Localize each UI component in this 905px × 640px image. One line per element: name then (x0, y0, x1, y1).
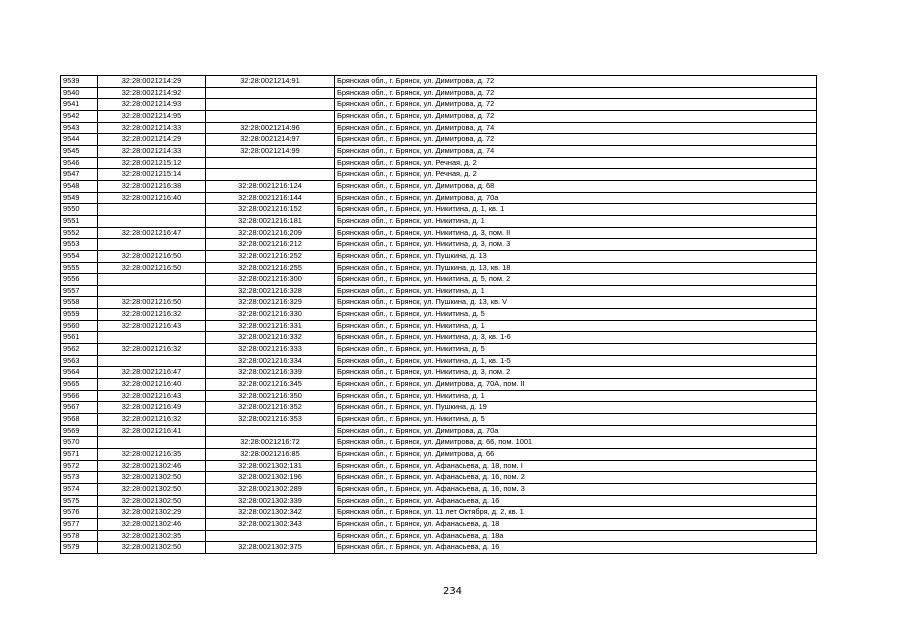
address-cell: Брянская обл., г. Брянск, ул. Никитина, д. 5 (335, 414, 817, 426)
object-cadastral-cell: 32:28:0021216:331 (206, 320, 335, 332)
address-cell: Брянская обл., г. Брянск, ул. Никитина, д. 3, пом. 3 (335, 239, 817, 251)
table-row (61, 76, 817, 88)
address-cell: Брянская обл., г. Брянск, ул. Пушкина, д. 19 (335, 402, 817, 414)
table-row (61, 157, 817, 169)
table-row (61, 134, 817, 146)
table-body (61, 76, 817, 554)
parcel-cadastral-cell: 32:28:0021214:93 (98, 99, 206, 111)
table-row (61, 402, 817, 414)
address-cell: Брянская обл., г. Брянск, ул. Никитина, д. 5 (335, 344, 817, 356)
object-cadastral-cell: 32:28:0021214:91 (206, 76, 335, 88)
object-cadastral-cell: 32:28:0021302:343 (206, 518, 335, 530)
table-row (61, 472, 817, 484)
object-cadastral-cell: 32:28:0021302:375 (206, 542, 335, 554)
parcel-cadastral-cell (98, 204, 206, 216)
table-row (61, 87, 817, 99)
object-cadastral-cell: 32:28:0021302:131 (206, 460, 335, 472)
parcel-cadastral-cell: 32:28:0021214:29 (98, 134, 206, 146)
row-number-cell: 9557 (61, 285, 98, 297)
parcel-cadastral-cell (98, 355, 206, 367)
address-cell: Брянская обл., г. Брянск, ул. Пушкина, д. 13, кв. 18 (335, 262, 817, 274)
address-cell: Брянская обл., г. Брянск, ул. Речная, д. 2 (335, 157, 817, 169)
table-row (61, 169, 817, 181)
address-cell: Брянская обл., г. Брянск, ул. 11 лет Октября, д. 2, кв. 1 (335, 507, 817, 519)
row-number-cell: 9543 (61, 122, 98, 134)
parcel-cadastral-cell: 32:28:0021216:43 (98, 320, 206, 332)
object-cadastral-cell: 32:28:0021216:209 (206, 227, 335, 239)
address-cell: Брянская обл., г. Брянск, ул. Никитина, д. 1 (335, 320, 817, 332)
row-number-cell: 9545 (61, 145, 98, 157)
row-number-cell: 9575 (61, 495, 98, 507)
object-cadastral-cell: 32:28:0021216:72 (206, 437, 335, 449)
table-row (61, 285, 817, 297)
parcel-cadastral-cell: 32:28:0021302:50 (98, 483, 206, 495)
parcel-cadastral-cell: 32:28:0021214:33 (98, 145, 206, 157)
object-cadastral-cell (206, 169, 335, 181)
parcel-cadastral-cell: 32:28:0021216:47 (98, 227, 206, 239)
address-cell: Брянская обл., г. Брянск, ул. Димитрова, д. 74 (335, 122, 817, 134)
table-row (61, 309, 817, 321)
row-number-cell: 9554 (61, 250, 98, 262)
row-number-cell: 9564 (61, 367, 98, 379)
address-cell: Брянская обл., г. Брянск, ул. Димитрова, д. 72 (335, 76, 817, 88)
row-number-cell: 9561 (61, 332, 98, 344)
table-row (61, 507, 817, 519)
parcel-cadastral-cell (98, 239, 206, 251)
object-cadastral-cell: 32:28:0021216:334 (206, 355, 335, 367)
object-cadastral-cell: 32:28:0021216:339 (206, 367, 335, 379)
table-row (61, 180, 817, 192)
row-number-cell: 9542 (61, 110, 98, 122)
object-cadastral-cell: 32:28:0021216:181 (206, 215, 335, 227)
object-cadastral-cell: 32:28:0021216:212 (206, 239, 335, 251)
row-number-cell: 9568 (61, 414, 98, 426)
object-cadastral-cell (206, 87, 335, 99)
parcel-cadastral-cell: 32:28:0021216:47 (98, 367, 206, 379)
table-row (61, 344, 817, 356)
address-cell: Брянская обл., г. Брянск, ул. Димитрова, д. 70А, пом. II (335, 379, 817, 391)
row-number-cell: 9577 (61, 518, 98, 530)
row-number-cell: 9567 (61, 402, 98, 414)
parcel-cadastral-cell: 32:28:0021216:43 (98, 390, 206, 402)
object-cadastral-cell: 32:28:0021214:96 (206, 122, 335, 134)
table-row (61, 367, 817, 379)
table-row (61, 239, 817, 251)
table-row (61, 145, 817, 157)
object-cadastral-cell: 32:28:0021216:252 (206, 250, 335, 262)
row-number-cell: 9555 (61, 262, 98, 274)
row-number-cell: 9560 (61, 320, 98, 332)
object-cadastral-cell: 32:28:0021216:152 (206, 204, 335, 216)
parcel-cadastral-cell: 32:28:0021302:50 (98, 495, 206, 507)
parcel-cadastral-cell (98, 285, 206, 297)
address-cell: Брянская обл., г. Брянск, ул. Никитина, д. 3, пом. II (335, 227, 817, 239)
parcel-cadastral-cell: 32:28:0021216:32 (98, 414, 206, 426)
address-cell: Брянская обл., г. Брянск, ул. Афанасьева, д. 18а (335, 530, 817, 542)
object-cadastral-cell: 32:28:0021216:124 (206, 180, 335, 192)
row-number-cell: 9566 (61, 390, 98, 402)
table-row (61, 379, 817, 391)
table-row (61, 250, 817, 262)
row-number-cell: 9548 (61, 180, 98, 192)
parcel-cadastral-cell: 32:28:0021216:41 (98, 425, 206, 437)
parcel-cadastral-cell (98, 274, 206, 286)
address-cell: Брянская обл., г. Брянск, ул. Никитина, д. 3, кв. 1-6 (335, 332, 817, 344)
object-cadastral-cell: 32:28:0021216:300 (206, 274, 335, 286)
row-number-cell: 9579 (61, 542, 98, 554)
row-number-cell: 9551 (61, 215, 98, 227)
parcel-cadastral-cell: 32:28:0021216:40 (98, 192, 206, 204)
row-number-cell: 9540 (61, 87, 98, 99)
object-cadastral-cell (206, 99, 335, 111)
parcel-cadastral-cell: 32:28:0021216:38 (98, 180, 206, 192)
object-cadastral-cell: 32:28:0021216:328 (206, 285, 335, 297)
row-number-cell: 9578 (61, 530, 98, 542)
parcel-cadastral-cell: 32:28:0021216:40 (98, 379, 206, 391)
object-cadastral-cell: 32:28:0021214:97 (206, 134, 335, 146)
table-row (61, 320, 817, 332)
row-number-cell: 9549 (61, 192, 98, 204)
address-cell: Брянская обл., г. Брянск, ул. Афанасьева, д. 16 (335, 495, 817, 507)
table-row (61, 460, 817, 472)
row-number-cell: 9556 (61, 274, 98, 286)
object-cadastral-cell: 32:28:0021302:196 (206, 472, 335, 484)
table-row (61, 414, 817, 426)
object-cadastral-cell (206, 425, 335, 437)
object-cadastral-cell (206, 530, 335, 542)
address-cell: Брянская обл., г. Брянск, ул. Афанасьева, д. 16, пом. 3 (335, 483, 817, 495)
table-row (61, 274, 817, 286)
address-cell: Брянская обл., г. Брянск, ул. Никитина, д. 3, пом. 2 (335, 367, 817, 379)
table-row (61, 390, 817, 402)
table-row (61, 262, 817, 274)
address-cell: Брянская обл., г. Брянск, ул. Никитина, д. 1 (335, 215, 817, 227)
table-row (61, 215, 817, 227)
row-number-cell: 9553 (61, 239, 98, 251)
parcel-cadastral-cell (98, 332, 206, 344)
address-cell: Брянская обл., г. Брянск, ул. Димитрова, д. 72 (335, 134, 817, 146)
address-cell: Брянская обл., г. Брянск, ул. Димитрова, д. 72 (335, 99, 817, 111)
parcel-cadastral-cell: 32:28:0021302:29 (98, 507, 206, 519)
table-row (61, 530, 817, 542)
object-cadastral-cell: 32:28:0021214:99 (206, 145, 335, 157)
object-cadastral-cell: 32:28:0021216:330 (206, 309, 335, 321)
parcel-cadastral-cell: 32:28:0021302:35 (98, 530, 206, 542)
table-row (61, 192, 817, 204)
table-row (61, 204, 817, 216)
address-cell: Брянская обл., г. Брянск, ул. Афанасьева, д. 18 (335, 518, 817, 530)
table-row (61, 437, 817, 449)
address-cell: Брянская обл., г. Брянск, ул. Никитина, д. 1, кв. 1-5 (335, 355, 817, 367)
address-cell: Брянская обл., г. Брянск, ул. Димитрова, д. 72 (335, 87, 817, 99)
address-cell: Брянская обл., г. Брянск, ул. Димитрова, д. 74 (335, 145, 817, 157)
row-number-cell: 9544 (61, 134, 98, 146)
address-cell: Брянская обл., г. Брянск, ул. Димитрова, д. 66 (335, 449, 817, 461)
parcel-cadastral-cell: 32:28:0021216:32 (98, 344, 206, 356)
object-cadastral-cell (206, 110, 335, 122)
property-table (60, 75, 817, 554)
row-number-cell: 9573 (61, 472, 98, 484)
parcel-cadastral-cell: 32:28:0021216:35 (98, 449, 206, 461)
table-row (61, 425, 817, 437)
parcel-cadastral-cell: 32:28:0021302:46 (98, 460, 206, 472)
parcel-cadastral-cell: 32:28:0021215:12 (98, 157, 206, 169)
row-number-cell: 9552 (61, 227, 98, 239)
table-row (61, 518, 817, 530)
row-number-cell: 9563 (61, 355, 98, 367)
row-number-cell: 9546 (61, 157, 98, 169)
page-number: 234 (442, 586, 463, 597)
object-cadastral-cell: 32:28:0021302:289 (206, 483, 335, 495)
address-cell: Брянская обл., г. Брянск, ул. Димитрова, д. 72 (335, 110, 817, 122)
address-cell: Брянская обл., г. Брянск, ул. Пушкина, д. 13, кв. V (335, 297, 817, 309)
object-cadastral-cell: 32:28:0021302:342 (206, 507, 335, 519)
parcel-cadastral-cell: 32:28:0021216:49 (98, 402, 206, 414)
object-cadastral-cell: 32:28:0021216:333 (206, 344, 335, 356)
object-cadastral-cell (206, 157, 335, 169)
address-cell: Брянская обл., г. Брянск, ул. Никитина, д. 1 (335, 390, 817, 402)
parcel-cadastral-cell: 32:28:0021215:14 (98, 169, 206, 181)
table-row (61, 227, 817, 239)
row-number-cell: 9576 (61, 507, 98, 519)
table-row (61, 110, 817, 122)
table-row (61, 332, 817, 344)
parcel-cadastral-cell: 32:28:0021216:50 (98, 250, 206, 262)
address-cell: Брянская обл., г. Брянск, ул. Димитрова, д. 68 (335, 180, 817, 192)
address-cell: Брянская обл., г. Брянск, ул. Димитрова, д. 70а (335, 425, 817, 437)
object-cadastral-cell: 32:28:0021216:329 (206, 297, 335, 309)
table-row (61, 542, 817, 554)
table-row (61, 99, 817, 111)
address-cell: Брянская обл., г. Брянск, ул. Никитина, д. 5 (335, 309, 817, 321)
row-number-cell: 9558 (61, 297, 98, 309)
row-number-cell: 9539 (61, 76, 98, 88)
address-cell: Брянская обл., г. Брянск, ул. Речная, д. 2 (335, 169, 817, 181)
address-cell: Брянская обл., г. Брянск, ул. Афанасьева, д. 16 (335, 542, 817, 554)
row-number-cell: 9547 (61, 169, 98, 181)
parcel-cadastral-cell (98, 437, 206, 449)
address-cell: Брянская обл., г. Брянск, ул. Никитина, д. 1, кв. 1 (335, 204, 817, 216)
parcel-cadastral-cell: 32:28:0021302:50 (98, 472, 206, 484)
table-row (61, 495, 817, 507)
row-number-cell: 9565 (61, 379, 98, 391)
table-row (61, 355, 817, 367)
row-number-cell: 9570 (61, 437, 98, 449)
table-row (61, 122, 817, 134)
address-cell: Брянская обл., г. Брянск, ул. Пушкина, д. 13 (335, 250, 817, 262)
row-number-cell: 9569 (61, 425, 98, 437)
row-number-cell: 9550 (61, 204, 98, 216)
address-cell: Брянская обл., г. Брянск, ул. Димитрова, д. 66, пом. 1001 (335, 437, 817, 449)
object-cadastral-cell: 32:28:0021216:350 (206, 390, 335, 402)
table-row (61, 449, 817, 461)
row-number-cell: 9572 (61, 460, 98, 472)
object-cadastral-cell: 32:28:0021302:339 (206, 495, 335, 507)
parcel-cadastral-cell: 32:28:0021216:50 (98, 297, 206, 309)
address-cell: Брянская обл., г. Брянск, ул. Никитина, д. 1 (335, 285, 817, 297)
object-cadastral-cell: 32:28:0021216:345 (206, 379, 335, 391)
row-number-cell: 9571 (61, 449, 98, 461)
object-cadastral-cell: 32:28:0021216:85 (206, 449, 335, 461)
parcel-cadastral-cell: 32:28:0021214:29 (98, 76, 206, 88)
parcel-cadastral-cell: 32:28:0021214:33 (98, 122, 206, 134)
parcel-cadastral-cell: 32:28:0021302:46 (98, 518, 206, 530)
row-number-cell: 9559 (61, 309, 98, 321)
object-cadastral-cell: 32:28:0021216:144 (206, 192, 335, 204)
address-cell: Брянская обл., г. Брянск, ул. Афанасьева, д. 16, пом. 2 (335, 472, 817, 484)
object-cadastral-cell: 32:28:0021216:352 (206, 402, 335, 414)
parcel-cadastral-cell: 32:28:0021216:32 (98, 309, 206, 321)
address-cell: Брянская обл., г. Брянск, ул. Никитина, д. 5, пом. 2 (335, 274, 817, 286)
table-row (61, 483, 817, 495)
parcel-cadastral-cell: 32:28:0021302:50 (98, 542, 206, 554)
row-number-cell: 9562 (61, 344, 98, 356)
object-cadastral-cell: 32:28:0021216:332 (206, 332, 335, 344)
address-cell: Брянская обл., г. Брянск, ул. Димитрова, д. 70а (335, 192, 817, 204)
row-number-cell: 9574 (61, 483, 98, 495)
row-number-cell: 9541 (61, 99, 98, 111)
parcel-cadastral-cell: 32:28:0021214:95 (98, 110, 206, 122)
object-cadastral-cell: 32:28:0021216:255 (206, 262, 335, 274)
parcel-cadastral-cell: 32:28:0021216:50 (98, 262, 206, 274)
object-cadastral-cell: 32:28:0021216:353 (206, 414, 335, 426)
parcel-cadastral-cell (98, 215, 206, 227)
address-cell: Брянская обл., г. Брянск, ул. Афанасьева, д. 18, пом. I (335, 460, 817, 472)
parcel-cadastral-cell: 32:28:0021214:92 (98, 87, 206, 99)
table-row (61, 297, 817, 309)
